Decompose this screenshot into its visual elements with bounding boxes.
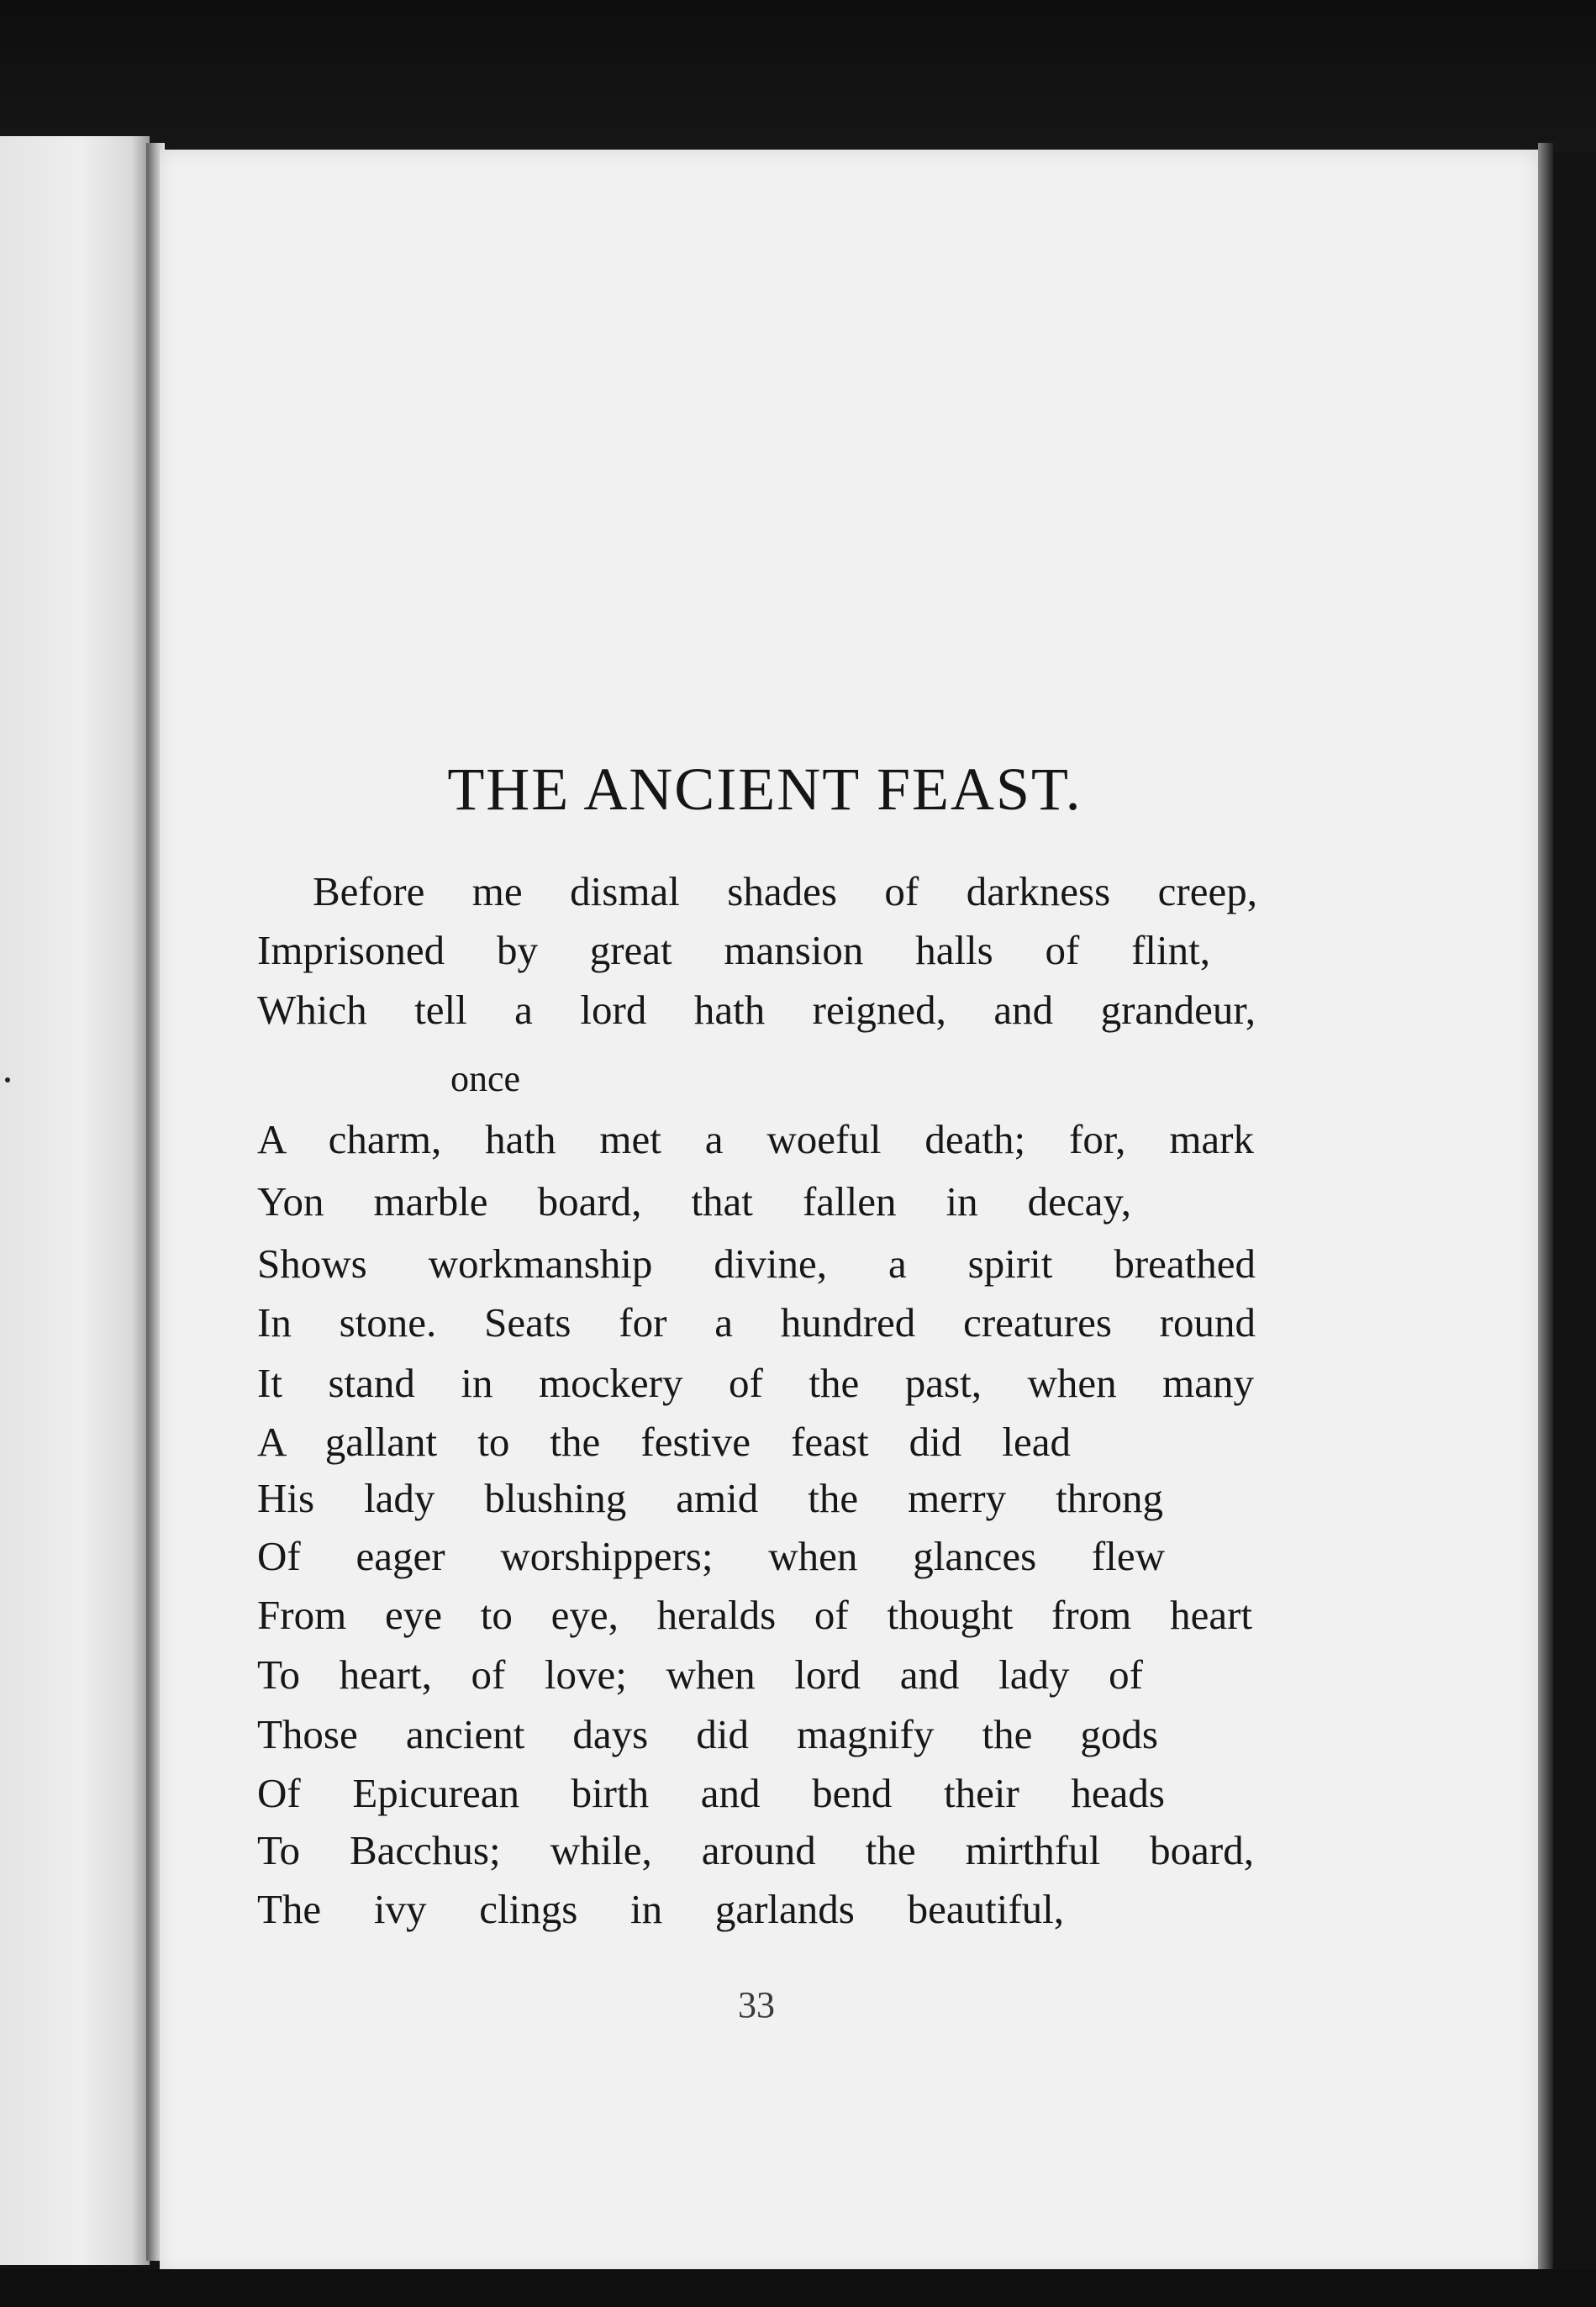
poem-line: Of eager worshippers; when glances flew <box>257 1533 1165 1579</box>
poem-line: The ivy clings in garlands beautiful, <box>257 1886 1064 1932</box>
poem-line: once <box>450 1058 521 1099</box>
facing-page-edge <box>0 136 150 2265</box>
poem-line: Shows workmanship divine, a spirit breathed <box>257 1240 1256 1287</box>
poem-line: It stand in mockery of the past, when many <box>257 1360 1254 1406</box>
poem-line: To heart, of love; when lord and lady of <box>257 1651 1143 1698</box>
page-edge-shadow <box>1538 143 1553 2278</box>
poem-line: A gallant to the festive feast did lead <box>257 1419 1071 1465</box>
poem-line: His lady blushing amid the merry throng <box>257 1475 1163 1521</box>
poem-line: From eye to eye, heralds of thought from heart <box>257 1592 1252 1638</box>
page-number: 33 <box>738 1984 775 2025</box>
poem-line: To Bacchus; while, around the mirthful board, <box>257 1827 1254 1873</box>
poem-title: THE ANCIENT FEAST. <box>447 756 1082 823</box>
poem-line: Of Epicurean birth and bend their heads <box>257 1770 1165 1816</box>
scan-bottom-border <box>0 2269 1596 2307</box>
poem-line: A charm, hath met a woeful death; for, mark <box>257 1116 1254 1162</box>
poem-line: Those ancient days did magnify the gods <box>257 1711 1158 1757</box>
scan-top-border <box>0 0 1596 151</box>
poem-line: Before me dismal shades of darkness creep, <box>313 868 1257 914</box>
poem-line: Which tell a lord hath reigned, and grandeur, <box>257 987 1256 1033</box>
stray-mark <box>5 1077 10 1082</box>
poem-line: Yon marble board, that fallen in decay, <box>257 1178 1131 1225</box>
poem-line: In stone. Seats for a hundred creatures round <box>257 1299 1256 1346</box>
poem-line: Imprisoned by great mansion halls of flint, <box>257 927 1210 973</box>
